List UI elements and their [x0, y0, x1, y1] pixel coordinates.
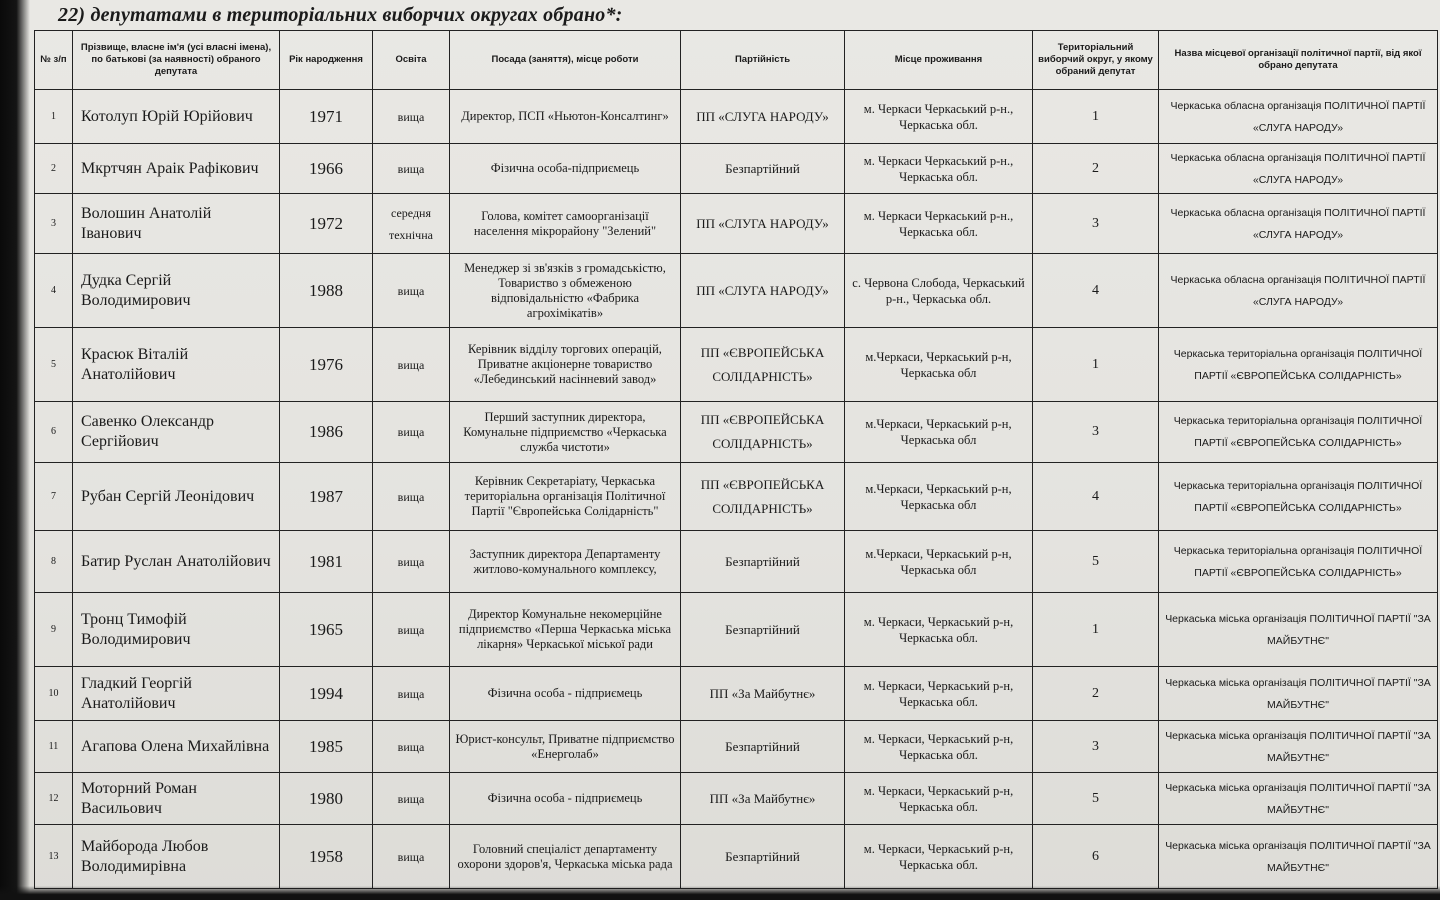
cell-residence: м. Черкаси Черкаський р-н., Черкаська обл.	[845, 194, 1033, 254]
cell-education: вища	[373, 721, 450, 773]
cell-name: Савенко Олександр Сергійович	[73, 402, 280, 463]
cell-number: 5	[35, 328, 73, 402]
cell-name: Красюк Віталій Анатолійович	[73, 328, 280, 402]
cell-education: вища	[373, 825, 450, 889]
cell-organization: Черкаська міська організація ПОЛІТИЧНОЇ ПАРТІЇ "ЗА МАЙБУТНЄ"	[1159, 825, 1438, 889]
cell-district: 3	[1033, 402, 1159, 463]
table-row	[35, 773, 1438, 825]
cell-education: вища	[373, 593, 450, 667]
cell-education: вища	[373, 254, 450, 328]
cell-number: 13	[35, 825, 73, 889]
cell-party: ПП «За Майбутнє»	[681, 773, 845, 825]
cell-organization: Черкаська міська організація ПОЛІТИЧНОЇ ПАРТІЇ "ЗА МАЙБУТНЄ"	[1159, 593, 1438, 667]
cell-organization: Черкаська територіальна організація ПОЛІТИЧНОЇ ПАРТІЇ «ЄВРОПЕЙСЬКА СОЛІДАРНІСТЬ»	[1159, 531, 1438, 593]
cell-residence: м. Черкаси Черкаський р-н., Черкаська обл.	[845, 144, 1033, 194]
cell-residence: м. Черкаси, Черкаський р-н, Черкаська обл.	[845, 773, 1033, 825]
cell-residence: м.Черкаси, Черкаський р-н, Черкаська обл	[845, 328, 1033, 402]
cell-organization: Черкаська обласна організація ПОЛІТИЧНОЇ ПАРТІЇ «СЛУГА НАРОДУ»	[1159, 144, 1438, 194]
cell-residence: м.Черкаси, Черкаський р-н, Черкаська обл	[845, 463, 1033, 531]
cell-residence: м.Черкаси, Черкаський р-н, Черкаська обл	[845, 402, 1033, 463]
header-number: № з/п	[35, 31, 73, 90]
cell-birth-year: 1988	[280, 254, 373, 328]
cell-organization: Черкаська обласна організація ПОЛІТИЧНОЇ ПАРТІЇ «СЛУГА НАРОДУ»	[1159, 90, 1438, 144]
cell-name: Дудка Сергій Володимирович	[73, 254, 280, 328]
cell-district: 5	[1033, 773, 1159, 825]
cell-organization: Черкаська територіальна організація ПОЛІТИЧНОЇ ПАРТІЇ «ЄВРОПЕЙСЬКА СОЛІДАРНІСТЬ»	[1159, 402, 1438, 463]
cell-number: 10	[35, 667, 73, 721]
cell-education: вища	[373, 463, 450, 531]
table-row	[35, 194, 1438, 254]
cell-party: Безпартійний	[681, 593, 845, 667]
cell-residence: м. Черкаси Черкаський р-н., Черкаська обл.	[845, 90, 1033, 144]
cell-position: Голова, комітет самоорганізації населення мікрорайону "Зелений"	[450, 194, 681, 254]
cell-birth-year: 1958	[280, 825, 373, 889]
table-row	[35, 328, 1438, 402]
cell-education: вища	[373, 402, 450, 463]
cell-number: 7	[35, 463, 73, 531]
cell-number: 12	[35, 773, 73, 825]
cell-position: Директор, ПСП «Ньютон-Консалтинг»	[450, 90, 681, 144]
cell-residence: м. Черкаси, Черкаський р-н, Черкаська обл.	[845, 667, 1033, 721]
cell-number: 3	[35, 194, 73, 254]
header-party: Партійність	[681, 31, 845, 90]
table-row	[35, 144, 1438, 194]
cell-birth-year: 1987	[280, 463, 373, 531]
cell-party: Безпартійний	[681, 721, 845, 773]
cell-district: 3	[1033, 194, 1159, 254]
cell-birth-year: 1980	[280, 773, 373, 825]
deputies-table	[34, 30, 1438, 889]
cell-position: Юрист-консульт, Приватне підприємство «Енерголаб»	[450, 721, 681, 773]
header-district: Територіальний виборчий округ, у якому обраний депутат	[1033, 31, 1159, 90]
photo-bottom-shadow	[0, 886, 1440, 900]
cell-residence: м. Черкаси, Черкаський р-н, Черкаська обл.	[845, 593, 1033, 667]
header-name: Прізвище, власне ім'я (усі власні імена), по батькові (за наявності) обраного депутата	[73, 31, 280, 90]
cell-name: Гладкий Георгій Анатолійович	[73, 667, 280, 721]
cell-name: Тронц Тимофій Володимирович	[73, 593, 280, 667]
cell-name: Котолуп Юрій Юрійович	[73, 90, 280, 144]
cell-education: середня технічна	[373, 194, 450, 254]
header-position: Посада (заняття), місце роботи	[450, 31, 681, 90]
cell-education: вища	[373, 773, 450, 825]
cell-name: Батир Руслан Анатолійович	[73, 531, 280, 593]
cell-district: 2	[1033, 144, 1159, 194]
cell-district: 4	[1033, 254, 1159, 328]
cell-position: Перший заступник директора, Комунальне підприємство «Черкаська служба чистоти»	[450, 402, 681, 463]
cell-position: Керівник відділу торгових операцій, Приватне акціонерне товариство «Лебединський насінневий завод»	[450, 328, 681, 402]
cell-name: Мкртчян Араік Рафікович	[73, 144, 280, 194]
section-heading: 22) депутатами в територіальних виборчих округах обрано*:	[58, 4, 623, 26]
cell-party: ПП «СЛУГА НАРОДУ»	[681, 254, 845, 328]
cell-district: 6	[1033, 825, 1159, 889]
cell-education: вища	[373, 144, 450, 194]
table-row	[35, 667, 1438, 721]
photo-left-shadow	[0, 0, 30, 900]
cell-residence: с. Червона Слобода, Черкаський р-н., Черкаська обл.	[845, 254, 1033, 328]
cell-organization: Черкаська територіальна організація ПОЛІТИЧНОЇ ПАРТІЇ «ЄВРОПЕЙСЬКА СОЛІДАРНІСТЬ»	[1159, 463, 1438, 531]
cell-district: 1	[1033, 593, 1159, 667]
cell-organization: Черкаська обласна організація ПОЛІТИЧНОЇ ПАРТІЇ «СЛУГА НАРОДУ»	[1159, 254, 1438, 328]
cell-birth-year: 1966	[280, 144, 373, 194]
cell-name: Агапова Олена Михайлівна	[73, 721, 280, 773]
cell-organization: Черкаська міська організація ПОЛІТИЧНОЇ ПАРТІЇ "ЗА МАЙБУТНЄ"	[1159, 721, 1438, 773]
cell-name: Майборода Любов Володимирівна	[73, 825, 280, 889]
cell-party: ПП «ЄВРОПЕЙСЬКА СОЛІДАРНІСТЬ»	[681, 463, 845, 531]
table-row	[35, 531, 1438, 593]
table-row	[35, 825, 1438, 889]
table-row	[35, 402, 1438, 463]
cell-party: Безпартійний	[681, 825, 845, 889]
cell-residence: м. Черкаси, Черкаський р-н, Черкаська обл.	[845, 721, 1033, 773]
cell-education: вища	[373, 328, 450, 402]
cell-birth-year: 1986	[280, 402, 373, 463]
cell-organization: Черкаська територіальна організація ПОЛІТИЧНОЇ ПАРТІЇ «ЄВРОПЕЙСЬКА СОЛІДАРНІСТЬ»	[1159, 328, 1438, 402]
table-row	[35, 463, 1438, 531]
header-education: Освіта	[373, 31, 450, 90]
header-birth-year: Рік народження	[280, 31, 373, 90]
cell-number: 2	[35, 144, 73, 194]
cell-district: 5	[1033, 531, 1159, 593]
cell-birth-year: 1981	[280, 531, 373, 593]
header-residence: Місце проживання	[845, 31, 1033, 90]
cell-position: Фізична особа-підприємець	[450, 144, 681, 194]
cell-party: Безпартійний	[681, 531, 845, 593]
cell-party: ПП «За Майбутнє»	[681, 667, 845, 721]
cell-birth-year: 1971	[280, 90, 373, 144]
cell-residence: м.Черкаси, Черкаський р-н, Черкаська обл	[845, 531, 1033, 593]
cell-name: Рубан Сергій Леонідович	[73, 463, 280, 531]
cell-birth-year: 1976	[280, 328, 373, 402]
cell-residence: м. Черкаси, Черкаський р-н, Черкаська обл.	[845, 825, 1033, 889]
header-organization: Назва місцевої організації політичної партії, від якої обрано депутата	[1159, 31, 1438, 90]
table-row	[35, 593, 1438, 667]
cell-district: 1	[1033, 328, 1159, 402]
cell-position: Керівник Секретаріату, Черкаська територіальна організація Політичної Партії "Європейська Солідарність"	[450, 463, 681, 531]
cell-organization: Черкаська обласна організація ПОЛІТИЧНОЇ ПАРТІЇ «СЛУГА НАРОДУ»	[1159, 194, 1438, 254]
cell-education: вища	[373, 531, 450, 593]
cell-party: ПП «СЛУГА НАРОДУ»	[681, 194, 845, 254]
cell-position: Менеджер зі зв'язків з громадськістю, Товариство з обмеженою відповідальністю «Фабрика агрохімікатів»	[450, 254, 681, 328]
table-row	[35, 721, 1438, 773]
cell-number: 6	[35, 402, 73, 463]
cell-position: Фізична особа - підприємець	[450, 667, 681, 721]
cell-number: 8	[35, 531, 73, 593]
cell-number: 11	[35, 721, 73, 773]
cell-position: Директор Комунальне некомерційне підприємство «Перша Черкаська міська лікарня» Черкаської міської ради	[450, 593, 681, 667]
cell-birth-year: 1972	[280, 194, 373, 254]
cell-name: Волошин Анатолій Іванович	[73, 194, 280, 254]
cell-number: 4	[35, 254, 73, 328]
cell-education: вища	[373, 667, 450, 721]
table-row	[35, 90, 1438, 144]
cell-name: Моторний Роман Васильович	[73, 773, 280, 825]
cell-education: вища	[373, 90, 450, 144]
cell-position: Фізична особа - підприємець	[450, 773, 681, 825]
cell-birth-year: 1985	[280, 721, 373, 773]
table-header-row	[35, 31, 1438, 90]
cell-party: ПП «ЄВРОПЕЙСЬКА СОЛІДАРНІСТЬ»	[681, 328, 845, 402]
cell-district: 2	[1033, 667, 1159, 721]
cell-party: ПП «ЄВРОПЕЙСЬКА СОЛІДАРНІСТЬ»	[681, 402, 845, 463]
cell-position: Головний спеціаліст департаменту охорони здоров'я, Черкаська міська рада	[450, 825, 681, 889]
cell-birth-year: 1965	[280, 593, 373, 667]
table-row	[35, 254, 1438, 328]
cell-birth-year: 1994	[280, 667, 373, 721]
cell-district: 3	[1033, 721, 1159, 773]
cell-number: 9	[35, 593, 73, 667]
cell-organization: Черкаська міська організація ПОЛІТИЧНОЇ ПАРТІЇ "ЗА МАЙБУТНЄ"	[1159, 667, 1438, 721]
cell-party: Безпартійний	[681, 144, 845, 194]
cell-organization: Черкаська міська організація ПОЛІТИЧНОЇ ПАРТІЇ "ЗА МАЙБУТНЄ"	[1159, 773, 1438, 825]
cell-position: Заступник директора Департаменту житлово-комунального комплексу,	[450, 531, 681, 593]
cell-party: ПП «СЛУГА НАРОДУ»	[681, 90, 845, 144]
cell-number: 1	[35, 90, 73, 144]
deputies-table-container	[34, 30, 1437, 888]
cell-district: 1	[1033, 90, 1159, 144]
cell-district: 4	[1033, 463, 1159, 531]
